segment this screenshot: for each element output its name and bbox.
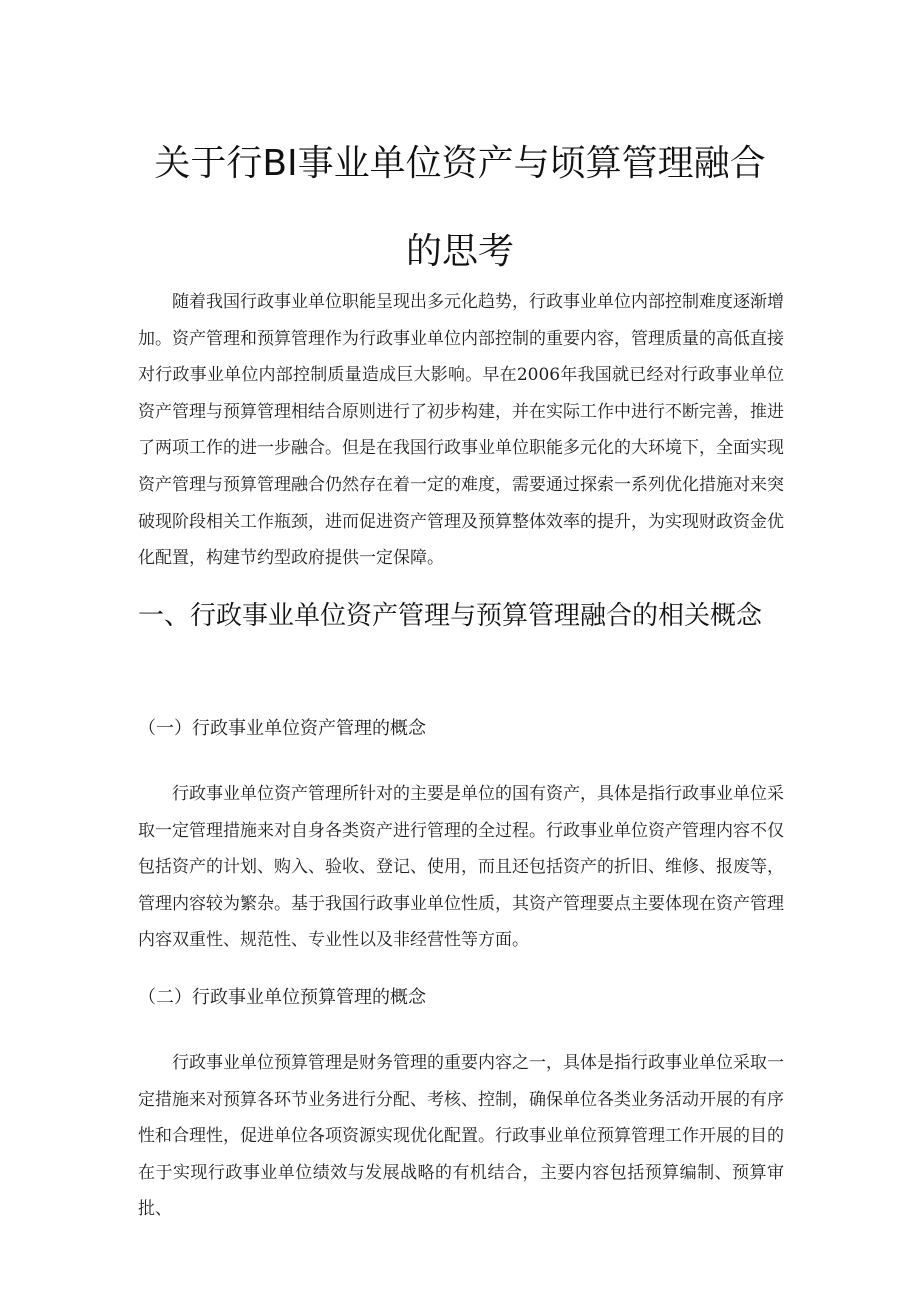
intro-paragraph: 随着我国行政事业单位职能呈现出多元化趋势，行政事业单位内部控制难度逐渐增加。资产管理和预算管理作为行政事业单位内部控制的重要内容，管理质量的高低直接对行政事业单位内部控制质量造成巨大影响。早在2006年我国就已经对行政事业单位资产管理与预算管理相结合原则进行了初步构建，并在实际工作中进行不断完善，推进了两项工作的进一步融合。但是在我国行政事业单位职能多元化的大环境下，全面实现资产管理与预算管理融合仍然存在着一定的难度，需要通过探索一系列优化措施对来突破现阶段相关工作瓶颈，进而促进资产管理及预算整体效率的提升，为实现财政资金优化配置，构建节约型政府提供一定保障。 [138,292,784,569]
subsection-2-heading: （二）行政事业单位预算管理的概念 [138,987,426,1008]
section-1-heading: 一、行政事业单位资产管理与预算管理融合的相关概念 [138,601,763,631]
subsection-1-heading: （一）行政事业单位资产管理的概念 [138,718,426,739]
subsection-1-paragraph: 行政事业单位资产管理所针对的主要是单位的国有资产，具体是指行政事业单位采取一定管理措施来对自身各类资产进行管理的全过程。行政事业单位资产管理内容不仅包括资产的计划、购入、验收、登记、使用，而且还包括资产的折旧、维修、报废等，管理内容较为繁杂。基于我国行政事业单位性质，其资产管理要点主要体现在资产管理内容双重性、规范性、专业性以及非经营性等方面。 [138,784,784,951]
subsection-2-paragraph: 行政事业单位预算管理是财务管理的重要内容之一，具体是指行政事业单位采取一定措施来对预算各环节业务进行分配、考核、控制，确保单位各类业务活动开展的有序性和合理性，促进单位各项资源实现优化配置。行政事业单位预算管理工作开展的目的在于实现行政事业单位绩效与发展战略的有机结合，主要内容包括预算编制、预算审批、 [138,1053,784,1220]
document-title: 关于行BI事业单位资产与顷算管理融合的思考 [154,143,766,272]
